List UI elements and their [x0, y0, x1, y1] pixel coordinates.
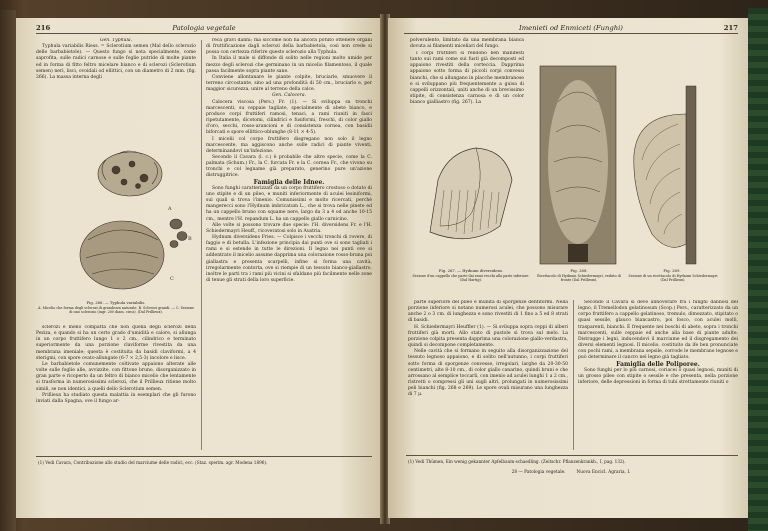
right-header-rule — [404, 33, 738, 34]
left-column-1-bottom — [36, 325, 196, 447]
left-column-2 — [206, 38, 372, 452]
paragraph: Sono funghi caratterizzati da un corpo fruttifero crostoso o dotato di uno stipite e di un pileo, e muniti inferiormente di aculei lesiniformi, sui quali si trova l'imenio. Comunissimi e molto ricercati, perchè mangerecci sono l'Hydnum imbricatum L., che si trova nelle pinete ed ha un cappello bruno con squame nere, largo da 3 a 4 od anche 10-15 cm., mentre l'H. repandum L. ha un cappello giallo carnicino. — [206, 185, 372, 222]
section-heading: Famiglia delle Poliporee. — [616, 360, 700, 368]
figure-268-caption: Fig. 268. — [570, 268, 588, 273]
right-page-number: 217 — [723, 24, 738, 32]
right-column-divider — [573, 300, 574, 450]
book-cover-right — [748, 8, 768, 531]
paragraph: I micelii col corpo fruttifero disgregano non solo il legno marcescente, ma aggiscono anche sulle radici di piante viventi, determinandovi un'infezione. — [206, 136, 372, 154]
left-footnote: (1) Vedi Cavara, Contribuzione allo studio del marciume delle radici, ecc. (Staz. sperim. agr. Modena 1896). — [38, 460, 268, 465]
right-running-title: Imenieti od Enmiceti (Funghi) — [519, 24, 623, 32]
genus-heading: Gen. Calocera. — [271, 93, 307, 99]
figure-268-hydnum-schiedermayri — [538, 62, 618, 268]
left-column-1-top — [36, 38, 196, 146]
paragraph: Secondo il Cavara (l. c.) è probabile che altre specie, come la C. palmata (Schum.) Fr., la C. furcata Fr. e la C. cornea Fr., che vivono su tronchi e col legname già preparato, generino pure un'azione distruggitrice. — [206, 154, 372, 179]
genus-heading: Gen. Typhula. — [99, 38, 133, 43]
left-header-rule — [36, 33, 372, 34]
figure-267-subcaption: Sezione d'un cappello che parte dai rami vecchi alla parte inferiore. (Dal Hartig). — [412, 274, 530, 283]
paragraph: Hydnum diversidens Fries. — Colpisce i vecchi tronchi di rovere, di faggio e di betulla. L'infezione principia dai punti ove si sono tagliati i rami e si estende in tutte le direzioni. Il legno nei punti ove si addentrato il micelio assume dapprima una colorazione rosso-bruna poi giallastra e presenta scarpelli, infine si forma una cavità, irregolarmente contorta, ove si riempie di un tessuto bianco-giallastro, inoltre le parti tra i rami più vicini si sfaldano più facilmente nelle zone di tenue gli strati della loro superficie. — [206, 235, 372, 284]
paragraph: Conviene allontanare le piante colpite, bruciarle, smuovere il terreno circostante, sino ad una profondità di 50 cm., bruciarlo e, per maggior sicurezza, unire al terreno della calce. — [206, 74, 372, 93]
figure-269-subcaption: Sezione di un ricettacolo di Hydnum Schiedermayri (Dal Prillieux). — [628, 274, 718, 283]
paragraph: Typhula variabilis Riess. = Sclerotium semen (Mal dello sclerozio delle barbabietole). — Questo fungo si nota specialmente, come saprofita, sulle radici carnose e sulle foglie putride di molte piante ed in forma di fitto feltro micelare bianco e di sclerozi (Sclerotium semen) neri, lisci, ovoidali od ellittici, con un diametro di 2 mm. (fig. 266). La massa interna degli — [36, 44, 196, 80]
book-cover-left — [0, 10, 16, 531]
figure-267-hydnum-diversidens — [420, 140, 520, 266]
paragraph: H. Schiedermayri Heuffler (1). — Si sviluppa sopra ceppi di alberi fruttiferi già morti. Allo stato di pustole si trova sul melo. La porzione colpita presenta dapprima una colorazione giallo-verdastra, quindi si decompone completamente. — [408, 324, 568, 349]
signature-line: 28 — Patologia vegetale. Nuova Encicl. Agraria, I. — [511, 470, 631, 475]
figure-267-caption: Fig. 267. — Hydnum diversidens. — [438, 268, 504, 273]
left-page-number: 216 — [36, 24, 51, 32]
paragraph: Nelle cavità che si formano in seguito alla disorganizzazione del tessuto legnoso appaiono, e di solito nell'autunno, i corpi fruttiferi sotto forma di sporgenze convesse, irregolari, larghe da 20-30-50 centimetri, alte 8-10 cm., di color giallo canarino, quindi bruni e che arrossano al semplice toccarli, con imenio ad aculei lunghi 1 a 2 cm., ristretti o compressi gli uni sugli altri, prolungati in numerosissimi peli bianchi (fig. 268 e 269). Le spore ovali misurano una lunghezza di 7 μ. — [408, 349, 568, 398]
figure-label-b: B — [188, 236, 192, 242]
paragraph: Secondo il Cavara si deve annoverare fra i funghi dannosi del legno, il Tremellodon gelatinosum (Scop.) Pers., caratterizzato da un corpo fruttifero a cappello gelatinoso, tremulo, dimezzato, stipitato o quasi sessile, glauco biancastro, poi fosco, con aculei molli, trasparenti, bianchi. È frequente nei boschi di abete, sopra i tronchi marcescenti, sulle ceppaie ed anche alla base di piante adulte. Distrugge i legni, inducendovi il marciume ed il disgregamento dei diversi elementi legnosi. Il micelio, costituito da ife ben pronunciate con pochi rami, a membrana sepsile, corrode le membrane legnose e può determinare il cancro nel legno già tagliato. — [578, 300, 738, 361]
right-column-1 — [408, 300, 568, 450]
figure-266-caption-text: A. Micelio che forma degli sclerozi di grandezza naturale. B. Sclerozi grandi. — C. Sezione di uno sclerozio (ingr. 200 diam. circa). (Dal Prillieux). — [38, 306, 195, 315]
paragraph: Prillieux ha studiato questa malattia in esemplari che gli furono inviati dalla Spagna, ove il fungo ar- — [36, 392, 196, 404]
right-top-lines: polverulento, limitato da una membrana bianca dovuta ai filamenti miceliari del fungo. — [410, 38, 524, 50]
paragraph: parte superiore del pileo è munita di sporgenze dentiformi. Nella porzione inferiore si notano numerosi aculei, che possono misurare anche 2 o 3 cm. di lunghezza e sono rivestiti di 1 fino a 5 ed 8 strati di basidi. — [408, 300, 568, 324]
figure-266-typhula — [58, 140, 198, 298]
section-heading: Famiglia delle Idnee. — [253, 178, 325, 186]
figure-266-caption-title: Fig. 266. — Typhula variabilis. — [86, 300, 146, 305]
paragraph: sclerozi è meno compatta che non quella degli sclerozi della Peziza, e quando si ha un certo grado d'umidità e calore, si allunga in un corpo fruttifero lungo 1 o 2 cm., cilindrico e terminato superiormente da una porzione claviforme rivestita da una membrana imeniale; questa è costituita da basidi claviformi, a 4 sterigmi, con spore ovato-allungate (6-7 × 2,5-3) incolore e lisce. — [36, 325, 196, 361]
paragraph: Sono funghi per lo più carnosi, coriacei o quasi legnosi, muniti di un grosso pileo con stipite o sessile e che presenta, nella porzione inferiore, delle depressioni in forma di tubi strettamente riuniti o — [578, 367, 738, 386]
left-column-divider — [201, 40, 202, 450]
figure-268-subcaption: Ricettacolo di Hydnum Schiedermayri, veduto di fronte (Dal Prillieux). — [537, 274, 621, 283]
left-page-header — [36, 24, 372, 32]
left-footnote-rule — [36, 456, 372, 457]
figure-label-a: A — [168, 206, 172, 212]
paragraph: Alle volte si possono trovare due specie: l'H. diversidens Fr. e l'H. Schiedermayri Heuff., ricoveratosi solo in Austria. — [206, 222, 372, 234]
paragraph: In Italia il male si diffonde di solito nelle regioni molto umide per mezzo degli sclerozi che germinano in un micelio filamentoso, il quale passa facilmente sopra piante sane. — [206, 56, 372, 74]
right-footnote-rule — [406, 455, 738, 456]
paragraph: Calocera viscosa (Pers.) Fr. (1). — Si sviluppa su tronchi marcescenti, su ceppaie tagliate, specialmente di abete bianco, e produce corpi fruttiferi ramosi, tenaci, a rami riuniti in fasci ripetutamente, dicotomi, cilindrici e fusiformi, freschi, di color giallo d'oro, secchi, rosso-arancioni e di consistenza cornea, con basidii biforcati e spore ellittico-oblunghe (8-11 × 4-5). — [206, 99, 372, 136]
figure-269-caption: Fig. 269. — [663, 268, 681, 273]
paragraph: reca gravi danni; ma siccome non ha ancora potuto ottenere organi di fruttificazione dagli sclerozi della barbabietola, così non crede si possa con certezza riferire questo sclerozio alla Typhula. — [206, 38, 372, 56]
paragraph: Le barbabietole comunemente coltivate appaiono alterate alle volte sulle foglie alle, avvizzite, con fittone bruno, disorganizzato in gran parte e ricoperto da un feltro di bianco micelio che lentamente si trasforma in numerosissimi sclerozi, che il Prillieux ritiene molto simili, se non identici, a quelli dello Sclerotium semen. — [36, 361, 196, 392]
figure-269-section — [628, 84, 712, 266]
right-column-2 — [578, 300, 738, 450]
left-running-title: Patologia vegetale — [172, 24, 236, 32]
figure-label-c: C — [170, 276, 174, 282]
right-footnote: (1) Vedi Thümen, Ein wenig gekannter Apfelbaum-schaedling. (Zeitschr. Pflanzenkrankh., I, pag. 132). — [408, 459, 626, 464]
paragraph: I corpi fruttiferi si rendono ben manifesti tanto sui rami come sui fusti già decomposti ed appaiono rivestiti della corteccia. Dapprima appaiono sotto forma di piccoli corpi convessi bianchi, che si allungano in placche membranose e si sviluppano più frequentemente a guisa di cappelli orizzontali, uniti anche di un brevissimo stipite, di consistenza carnosa e di un color bianco gialliastro (fig. 267). La — [410, 51, 524, 106]
